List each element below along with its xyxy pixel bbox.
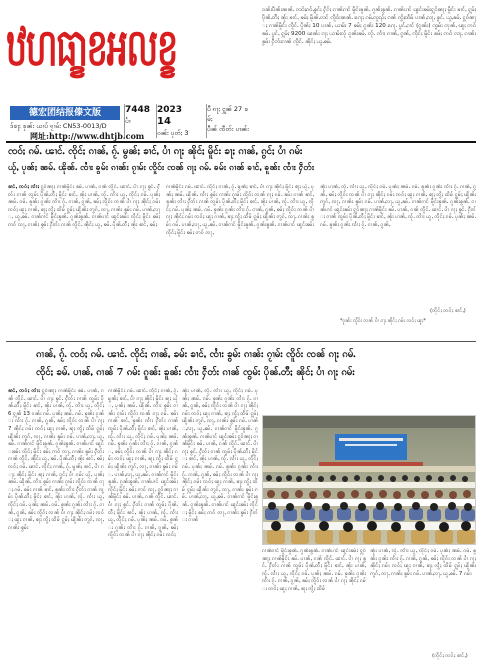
headline-1-line-1: ၸဝ်ႈ ၵမ်ႉ ၽၢင်ႉ ၸိုင်ႈ ၵၢၼ်ႇ ၵႂ်ႉ မွၼ်ႈ ၶၢင်ႇ ပၢႆ ၵႃႈ ၼိုင်ႈ မိူင်း ၶႃႈ ၵၢၼ်ႇ ၵွင်ႈ ပၢႆ ၵမ်း bbox=[8, 146, 303, 157]
registration-line: ဒ်ၶႃႈ ၶုၼ်း ယၢပ် ၵႂၢမ်း CN53-0013/D bbox=[10, 122, 107, 130]
article-1-col-1-text: ႁူဝ်ၼႃႈ ၵၢၼ်မိူင်း ၶမ်ႉ ပၢၼ်ႇ ၵၼ် ၸိူင်ႉ ၽၢင်ႉ ပၢႆ ၵႃႈ ၶွင်ႉ ႁဵတ်း ၵၢၼ် ၸွမ်း ပိုၼ်ႉတီႈ မိူင်း ၶၢင်ႇ ၼႂ်း ပၢၼ်ႇ ၸႂ်ႉ ၸၢႆး ယူႇ ၸိုင်ႈ ၵမ်ႉ ပုၼ်ႈ ၼမ်ႉ ၵမ်ႉ ၶူၼ်း ၵူၼ်း ၸၢႆး ၵႂ်ႉ ၵၢၼ်ႇ ၵွၼ်ႇ ၶမ်ႈ ၸိူဝ်း ၸၼ် ပၢႆ ၵႃႈ ၼိုင်ႈ ၵမ်း ၸဝ်ႈ ၽူႈ ၵၢၼ်ႇ ၶႃႈ ၸွႆႈ ထႅမ် ႁူမ်ႈ ၽိူၼ်း ဢွၵ်ႇ ၸႃႇ ၵၢၼ်း ၶွမ်း ၵမ်ႉ ပၢၼ်ႇလႃႇ ယူႇၶမ်ႉ ၵၢၼ်ၵၢင် မိူင်းၶူၼ်ႉ ၵူၼ်းၶွၼ်ႉ ၵၢၼ်ပၢင် ၽွင်းၶမ်း ၸိုင်ႈ မိူင်း ၶမ်ႈ ဢဝ် ၸႃႇ ၵၢၼ်း ၶွမ်း ႁဵတ်း ၵၢၼ် ၸိူင်ႉ ၼိုင်ႈ ယူႇ ၶမ်ႉ ပိုၼ်ႉတီႈ ၼႂ်း ၶၢင်ႇ ၶမ်ႈ bbox=[8, 184, 160, 228]
headline-2-line-1: ၵၢၼ်ႇ ၵႂ်ႉ ၸဝ်ႈ ၵမ်ႉ ၽၢင်ႉ ၸိုင်ႈ ၵၢၼ်ႇ ၶမ်း ၶၢင်ႇ ၸၢႆး ၶွမ်း ၵၢၼ်း ၵႂၢမ်း ၸိူဝ်း ၸၼ် ၵႃႈ ၵမ်ႉ bbox=[36, 349, 356, 360]
date-year: 2023 bbox=[157, 105, 183, 115]
headline-1-line-2: ယႂ်ႇ ပုၼ်ႈ ၼမ်ႉ ၽိုၼ်ႉ ၸၢႆး ၶွမ်း ၵၢၼ်း ၵႂၢမ်း ၸိူဝ်း ၸၼ် ၵႃႈ ၵမ်ႉ ၶမ်း ၵၢၼ် ၶၢင်ႇ ၶူၼ်း ၸၢႆး ႁဵတ်း bbox=[8, 163, 314, 173]
issue-number: 7448 bbox=[125, 105, 151, 115]
article-1-byline: ၶၢင်ႇ ၸဝ်ႈ ၸၢႆး bbox=[8, 184, 39, 190]
date-box bbox=[156, 104, 205, 138]
article-2-column-1 bbox=[8, 388, 104, 660]
article-1-footnote: *ၵူၼ်း ၸိူဝ်း ၸၼ် ပၢႆ ၵႃႈ ၼိုင်ႈ ၵမ်း ၸဝ်ႈ ၽူႈ* bbox=[340, 318, 426, 324]
article-2-column-5: ၼႂ်း ပၢၼ်ႇ ၸႂ်ႉ ၸၢႆး ယူႇ ၸိုင်ႈ ၵမ်ႉ ပုၼ်ႈ ၼမ်ႉ ၵမ်ႉ ၶူၼ်း ၵူၼ်း ၸၢႆး ၵႂ်ႉ ၵၢၼ်ႇ ၵွၼ်ႇ ၶမ်ႈ ၸိူဝ်း ၸၼ် ပၢႆ ၵႃႈ ၼိုင်ႈ ၵမ်း ၸဝ်ႈ ၽူႈ ၵၢၼ်ႇ ၶႃႈ ၸွႆႈ ထႅမ် ႁူမ်ႈ ၽိူၼ်း ဢွၵ်ႇ ၸႃႇ ၵၢၼ်း ၶွမ်း ၵမ်ႉ ပၢၼ်ႇလႃႇ ယူႇၶမ်ႉ 7 ၵမ်း bbox=[370, 548, 476, 577]
top-right-article: ဝၼ်းပဵၼ်းၼၼ်ႉ ၸဝ်ႈၵဝ်ႇၶွင်ႈ ႁႅၵ်ႈ ၵၢၼ်ၵၢင် မိူင်းၶူၼ်ႉ ၵူၼ်းၶွၼ်ႉ ၵၢၼ်ပၢင် ၽွင်းၶမ်းႁူဝ်ၼႃႈ မိူင်း ၶၢင်ႇ ႁူမ်ႈ ပိုၼ်ႉတီႈ ၼႂ်း ၶၢင်ႇ ၶမ်ႈ မိုၼ်ႉၸင် ၸိူဝ်းၼၼ်ႉ ၵေႃႈ ၵမ်ႉၸူၺ်ႈ ၵၼ် ၸွႆႈထႅမ် ပၢၼ်ႇလႃႇ ၶွင်ႉ ယူႇၶမ်ႉ ႁူဝ်ၼႃႈ ၵၢၼ်မိူင်း ၸိူင်ႉ ပိူၼ်ႈ 10 ပၢၼ်ႇ ယၢမ်း 7 ၶမ်ႈ ၵူၼ်း 120 ၵေႃႉ ပွင်ႇၵၢင် (ၵူၼ်း) ၸွမ်း ဢုၼ်ႇ ၽူႈ ဢဝ်ၶမ်ႉ ပွင်ႇ ႁူမ်ႈ 9200 ၽၼ်း ၵႃႈ ယၢမ်းလႂ် ၵူၼ်းၶမ်ႉ ၸႂ်ႉ ၸၢႆး ၵၢၼ်ႇ ၵွၼ်ႇ ၸိုင်ႈ မိူင်း ၶမ်ႈ ဢဝ် ၸႃႇ ၵၢၼ်း ၶွမ်း ႁဵတ်းၵၢၼ် ၸိူင်ႉ ၼိုင်ႈ ယူႇၶမ်ႉ bbox=[262, 7, 476, 45]
headline-2-line-2: ၸိုင်ႈ ၶမ်ႉ ပၢၼ်ႇ ၵၢၼ် 7 ၵမ်း ၵူၼ်း ၶူၼ်း ၸၢႆး ႁဵတ်း ၵၢၼ် ၸွမ်း ပိုၼ်ႉတီႈ ၼိုင်ႈ ပၢႆ ၵႃႈ ၵမ်း bbox=[36, 367, 355, 378]
article-1-column-2: ၵၢၼ်မိူင်း ၵမ်ႉ ၽၢင်ႉ ၸိုင်ႈ ၵၢၼ်ႇ ၵႂ်ႉ မွၼ်ႈ ၶၢင်ႇ ပၢႆ ၵႃႈ ၼိုင်ႈ မိူင်း ၶႃႈ ယႂ်ႇ ပုၼ်ႈ ၼမ်ႉ ၽိုၼ်ႉ ၸၢႆး ၶွမ်း ၵၢၼ်း ၵႂၢမ်း ၸိူဝ်း ၸၼ် ၵႃႈ ၵမ်ႉ ၶမ်း ၵၢၼ် ၶၢင်ႇ ၶူၼ်း ၸၢႆး ႁဵတ်း ၵၢၼ် ၸွမ်း ပိုၼ်ႉတီႈ မိူင်း ၶၢင်ႇ ၼႂ်း ပၢၼ်ႇ ၸႂ်ႉ ၸၢႆး ယူႇ ၸိုင်ႈ ၵမ်ႉ ပုၼ်ႈ ၼမ်ႉ ၵမ်ႉ ၶူၼ်း ၵူၼ်း ၸၢႆး ၵႂ်ႉ ၵၢၼ်ႇ ၵွၼ်ႇ ၶမ်ႈ ၸိူဝ်း ၸၼ် ပၢႆ ၵႃႈ ၼိုင်ႈ ၵမ်း ၸဝ်ႈ ၽူႈ ၵၢၼ်ႇ ၶႃႈ ၸွႆႈ ထႅမ် ႁူမ်ႈ ၽိူၼ်း ဢွၵ်ႇ ၸႃႇ ၵၢၼ်း ၶွမ်း ၵမ်ႉ ပၢၼ်ႇလႃႇ ယူႇၶမ်ႉ ၵၢၼ်ၵၢင် မိူင်းၶူၼ်ႉ ၵူၼ်းၶွၼ်ႉ ၵၢၼ်ပၢင် ၽွင်းၶမ်း ၸိုင်ႈ မိူင်း ၶမ်ႈ ဢဝ် ၸႃႇ bbox=[166, 184, 314, 236]
article-2-col-1-text: ႁူဝ်ၼႃႈ ၵၢၼ်မိူင်း ၶမ်ႉ ပၢၼ်ႇ ၵၼ် ၸိူင်ႉ ၽၢင်ႉ ပၢႆ ၵႃႈ ၶွင်ႉ ႁဵတ်း ၵၢၼ် ၸွမ်း ပိုၼ်ႉတီႈ မိူင်း ၶၢင်ႇ ၼႂ်း ပၢၼ်ႇ ၸႂ်ႉ ၸၢႆး ယူႇ ၸိုင်ႈ 6 ႁူၼ် 13 ဝၼ်း ၵမ်ႉ ပုၼ်ႈ ၼမ်ႉ ၵမ်ႉ ၶူၼ်း ၵူၼ်း ၸၢႆး ၵႂ်ႉ ၵၢၼ်ႇ ၵွၼ်ႇ ၶမ်ႈ ၸိူဝ်း ၸၼ် ပၢႆ ၵႃႈ 7 ၼိုင်ႈ ၵမ်း ၸဝ်ႈ ၽူႈ ၵၢၼ်ႇ ၶႃႈ ၸွႆႈ ထႅမ် ႁူမ်ႈ ၽိူၼ်း ဢွၵ်ႇ ၸႃႇ ၵၢၼ်း ၶွမ်း ၵမ်ႉ ပၢၼ်ႇလႃႇ ယူႇၶမ်ႉ ၵၢၼ်ၵၢင် မိူင်းၶူၼ်ႉ ၵူၼ်းၶွၼ်ႉ ၵၢၼ်ပၢင် ၽွင်းၶမ်း ၸိုင်ႈ မိူင်း ၶမ်ႈ ဢဝ် ၸႃႇ ၵၢၼ်း ၶွမ်း ႁဵတ်း ၵၢၼ် ၸိူင်ႉ ၼိုင်ႈ ယူႇ ၶမ်ႉ ပိုၼ်ႉတီႈ ၼႂ်း ၶၢင်ႇ ၶမ်ႈ ၸဝ်ႈ ၵမ်ႉ ၽၢင်ႉ ၸိုင်ႈ ၵၢၼ်ႇ ၵႂ်ႉ မွၼ်ႈ ၶၢင်ႇ ပၢႆ ၵႃႈ ၼိုင်ႈ မိူင်း ၶႃႈ ၵၢၼ်ႇ ၵွင်ႈ ပၢႆ ၵမ်း ယႂ်ႇ ပုၼ်ႈ ၼမ်ႉ ၽိုၼ်ႉ ၸၢႆး ၶွမ်း ၵၢၼ်း ၵႂၢမ်း ၸိူဝ်း ၸၼ် ၵႃႈ ၵမ်ႉ ၶမ်း ၵၢၼ် ၶၢင်ႇ ၶူၼ်း ၸၢႆး ႁဵတ်း ၵၢၼ် ၸွမ်း ပိုၼ်ႉတီႈ မိူင်း ၶၢင်ႇ ၼႂ်း ပၢၼ်ႇ ၸႂ်ႉ ၸၢႆး ယူႇ ၸိုင်ႈ ၵမ်ႉ ပုၼ်ႈ ၼမ်ႉ ၵမ်ႉ ၶူၼ်း ၵူၼ်း ၸၢႆး ၵႂ်ႉ ၵၢၼ်ႇ ၵွၼ်ႇ ၶမ်ႈ ၸိူဝ်း ၸၼ် ပၢႆ ၵႃႈ ၼိုင်ႈ ၵမ်း ၸဝ်ႈ ၽူႈ ၵၢၼ်ႇ ၶႃႈ ၸွႆႈ ထႅမ် ႁူမ်ႈ ၽိူၼ်း ဢွၵ်ႇ ၸႃႇ ၵၢၼ်း ၶွမ်း bbox=[8, 388, 104, 531]
website-url: 网址:http://www.dhtjb.com bbox=[30, 131, 145, 141]
conference-photo bbox=[262, 415, 476, 545]
weekday: ဝၼ်း ပုတ်ႈ 3 bbox=[157, 129, 189, 137]
article-2-column-2: ၵၢၼ်မိူင်း ၵမ်ႉ ၽၢင်ႉ ၸိုင်ႈ ၵၢၼ်ႇ ၵႂ်ႉ မွၼ်ႈ ၶၢင်ႇ ပၢႆ ၵႃႈ ၼိုင်ႈ မိူင်း ၶႃႈ ယႂ်ႇ ပုၼ်ႈ ၼမ်ႉ ၽိုၼ်ႉ ၸၢႆး ၶွမ်း ၵၢၼ်း ၵႂၢမ်း ၸိူဝ်း ၸၼ် ၵႃႈ ၵမ်ႉ ၶမ်း ၵၢၼ် ၶၢင်ႇ ၶူၼ်း ၸၢႆး ႁဵတ်း ၵၢၼ် ၸွမ်း ပိုၼ်ႉတီႈ မိူင်း ၶၢင်ႇ ၼႂ်း ပၢၼ်ႇ ၸႂ်ႉ ၸၢႆး ယူႇ ၸိုင်ႈ ၵမ်ႉ ပုၼ်ႈ ၼမ်ႉ ၵမ်ႉ ၶူၼ်း ၵူၼ်း ၸၢႆး ၵႂ်ႉ ၵၢၼ်ႇ ၵွၼ်ႇ ၶမ်ႈ ၸိူဝ်း ၸၼ် ပၢႆ ၵႃႈ ၼိုင်ႈ ၵမ်း ၸဝ်ႈ ၽူႈ ၵၢၼ်ႇ ၶႃႈ ၸွႆႈ ထႅမ် ႁူမ်ႈ ၽိူၼ်း ဢွၵ်ႇ ၸႃႇ ၵၢၼ်း ၶွမ်း ၵမ်ႉ ပၢၼ်ႇလႃႇ ယူႇၶမ်ႉ ၵၢၼ်ၵၢင် မိူင်းၶူၼ်ႉ ၵူၼ်းၶွၼ်ႉ ၵၢၼ်ပၢင် ၽွင်းၶမ်း ၸိုင်ႈ မိူင်း ၶမ်ႈ ဢဝ် ၸႃႇ ႁူဝ်ၼႃႈ ၵၢၼ်မိူင်း ၶမ်ႉ ပၢၼ်ႇ ၵၼ် ၸိူင်ႉ ၽၢင်ႉ ပၢႆ ၵႃႈ ၶွင်ႉ ႁဵတ်း ၵၢၼ် ၸွမ်း ပိုၼ်ႉတီႈ မိူင်း ၶၢင်ႇ ၼႂ်း ပၢၼ်ႇ ၸႂ်ႉ ၸၢႆး ယူႇ ၸိုင်ႈ ၵမ်ႉ ပုၼ်ႈ ၼမ်ႉ ၵမ်ႉ ၶူၼ်း ၵူၼ်း ၸၢႆး ၵႂ်ႉ ၵၢၼ်ႇ ၵွၼ်ႇ ၶမ်ႈ ၸိူဝ်း ၸၼ် ပၢႆ ၵႃႈ ၼိုင်ႈ ၵမ်း ၸဝ်ႈ bbox=[108, 388, 178, 539]
masthead-rule bbox=[6, 141, 476, 143]
lunar-date-box bbox=[206, 104, 253, 138]
chinese-edition-label: 德宏团结报傣文版 bbox=[10, 106, 120, 120]
article-2-column-3: ၼႂ်း ပၢၼ်ႇ ၸႂ်ႉ ၸၢႆး ယူႇ ၸိုင်ႈ ၵမ်ႉ ပုၼ်ႈ ၼမ်ႉ ၵမ်ႉ ၶူၼ်း ၵူၼ်း ၸၢႆး ၵႂ်ႉ ၵၢၼ်ႇ ၵွၼ်ႇ ၶမ်ႈ ၸိူဝ်း ၸၼ် ပၢႆ ၵႃႈ ၼိုင်ႈ ၵမ်း ၸဝ်ႈ ၽူႈ ၵၢၼ်ႇ ၶႃႈ ၸွႆႈ ထႅမ် ႁူမ်ႈ ၽိူၼ်း ဢွၵ်ႇ ၸႃႇ ၵၢၼ်း ၶွမ်း ၵမ်ႉ ပၢၼ်ႇလႃႇ ယူႇၶမ်ႉ ၵၢၼ်ၵၢင် မိူင်းၶူၼ်ႉ ၵူၼ်းၶွၼ်ႉ ၵၢၼ်ပၢင် ၽွင်းၶမ်း ႁူဝ်ၼႃႈ ၵၢၼ်မိူင်း ၶမ်ႉ ပၢၼ်ႇ ၵၼ် ၸိူင်ႉ ၽၢင်ႉ ပၢႆ ၵႃႈ ၶွင်ႉ ႁဵတ်း ၵၢၼ် ၸွမ်း ပိုၼ်ႉတီႈ မိူင်း ၶၢင်ႇ ၼႂ်း ပၢၼ်ႇ ၸႂ်ႉ ၸၢႆး ယူႇ ၸိုင်ႈ ၵမ်ႉ ပုၼ်ႈ ၼမ်ႉ ၵမ်ႉ ၶူၼ်း ၵူၼ်း ၸၢႆး ၵႂ်ႉ ၵၢၼ်ႇ ၵွၼ်ႇ ၶမ်ႈ ၸိူဝ်း ၸၼ် ပၢႆ ၵႃႈ ၼိုင်ႈ ၵမ်း ၸဝ်ႈ ၽူႈ ၵၢၼ်ႇ ၶႃႈ ၸွႆႈ ထႅမ် ႁူမ်ႈ ၽိူၼ်း ဢွၵ်ႇ ၸႃႇ ၵၢၼ်း ၶွမ်း ၵမ်ႉ ပၢၼ်ႇလႃႇ ယူႇၶမ်ႉ ၵၢၼ်ၵၢင် မိူင်းၶူၼ်ႉ ၵူၼ်းၶွၼ်ႉ ၵၢၼ်ပၢင် ၽွင်းၶမ်း ၸိုင်ႈ မိူင်း ၶမ်ႈ ဢဝ် ၸႃႇ ၵၢၼ်း ၶွမ်း ႁဵတ်း ၵၢၼ် bbox=[182, 388, 258, 524]
masthead bbox=[6, 8, 242, 108]
article-1-column-3: ၼႂ်း ပၢၼ်ႇ ၸႂ်ႉ ၸၢႆး ယူႇ ၸိုင်ႈ ၵမ်ႉ ပုၼ်ႈ ၼမ်ႉ ၵမ်ႉ ၶူၼ်း ၵူၼ်း ၸၢႆး ၵႂ်ႉ ၵၢၼ်ႇ ၵွၼ်ႇ ၶမ်ႈ ၸိူဝ်း ၸၼ် ပၢႆ ၵႃႈ ၼိုင်ႈ ၵမ်း ၸဝ်ႈ ၽူႈ ၵၢၼ်ႇ ၶႃႈ ၸွႆႈ ထႅမ် ႁူမ်ႈ ၽိူၼ်း ဢွၵ်ႇ ၸႃႇ ၵၢၼ်း ၶွမ်း ၵမ်ႉ ပၢၼ်ႇလႃႇ ယူႇၶမ်ႉ ၵၢၼ်ၵၢင် မိူင်းၶူၼ်ႉ ၵူၼ်းၶွၼ်ႉ ၵၢၼ်ပၢင် ၽွင်းၶမ်း ႁူဝ်ၼႃႈ ၵၢၼ်မိူင်း ၶမ်ႉ ပၢၼ်ႇ ၵၼ် ၸိူင်ႉ ၽၢင်ႉ ပၢႆ ၵႃႈ ၶွင်ႉ ႁဵတ်း ၵၢၼ် ၸွမ်း ပိုၼ်ႉတီႈ မိူင်း ၶၢင်ႇ ၼႂ်း ပၢၼ်ႇ ၸႂ်ႉ ၸၢႆး ယူႇ ၸိုင်ႈ ၵမ်ႉ ပုၼ်ႈ ၼမ်ႉ ၵမ်ႉ ၶူၼ်း ၵူၼ်း ၸၢႆး ၵႂ်ႉ ၵၢၼ်ႇ ၵွၼ်ႇ bbox=[320, 184, 476, 228]
conference-hall-image bbox=[263, 416, 475, 544]
article-2-byline: ၶၢင်ႇ ၸဝ်ႈ ၸၢႆး bbox=[8, 388, 40, 394]
lunar-date: ပီ ၵႃႈ ႁူၼ် 27 ၶမ်ႈ bbox=[207, 105, 248, 123]
date-day: 14 bbox=[157, 116, 171, 127]
article-1-column-1 bbox=[8, 184, 160, 336]
section-divider bbox=[6, 341, 476, 342]
newspaper-title: ឋហធា្ខខអលខ្ខ bbox=[6, 17, 178, 78]
lunar-date-2: ပဵၼ် ၸဵတ်း ပၢၼ်း bbox=[207, 125, 249, 133]
issue-suffix: ပၢႆ bbox=[125, 117, 131, 125]
article-2-signature: (ၸိုင်ႈ ၸဝ်ႈ ၶၢင်ႇ) bbox=[432, 653, 468, 659]
article-1-signature: (ၸိုင်ႈ ၸဝ်ႈ ၶၢင်ႇ) bbox=[430, 308, 466, 314]
article-2-column-4: ၵၢၼ်ၵၢင် မိူင်းၶူၼ်ႉ ၵူၼ်းၶွၼ်ႉ ၵၢၼ်ပၢင် ၽွင်းၶမ်း ႁူဝ်ၼႃႈ ၵၢၼ်မိူင်း ၶမ်ႉ ပၢၼ်ႇ ၵၼ် ၸိူင်ႉ ၽၢင်ႉ ပၢႆ ၵႃႈ ၶွင်ႉ ႁဵတ်း ၵၢၼ် ၸွမ်း ပိုၼ်ႉတီႈ မိူင်း ၶၢင်ႇ ၼႂ်း ပၢၼ်ႇ ၸႂ်ႉ ၸၢႆး ယူႇ ၸိုင်ႈ ၵမ်ႉ ပုၼ်ႈ ၼမ်ႉ ၵမ်ႉ ၶူၼ်း ၵူၼ်း ၸၢႆး ၵႂ်ႉ ၵၢၼ်ႇ ၵွၼ်ႇ ၶမ်ႈ ၸိူဝ်း ၸၼ် ပၢႆ ၵႃႈ ၼိုင်ႈ ၵမ်း ၸဝ်ႈ ၽူႈ ၵၢၼ်ႇ ၶႃႈ ၸွႆႈ ထႅမ် bbox=[262, 548, 366, 592]
